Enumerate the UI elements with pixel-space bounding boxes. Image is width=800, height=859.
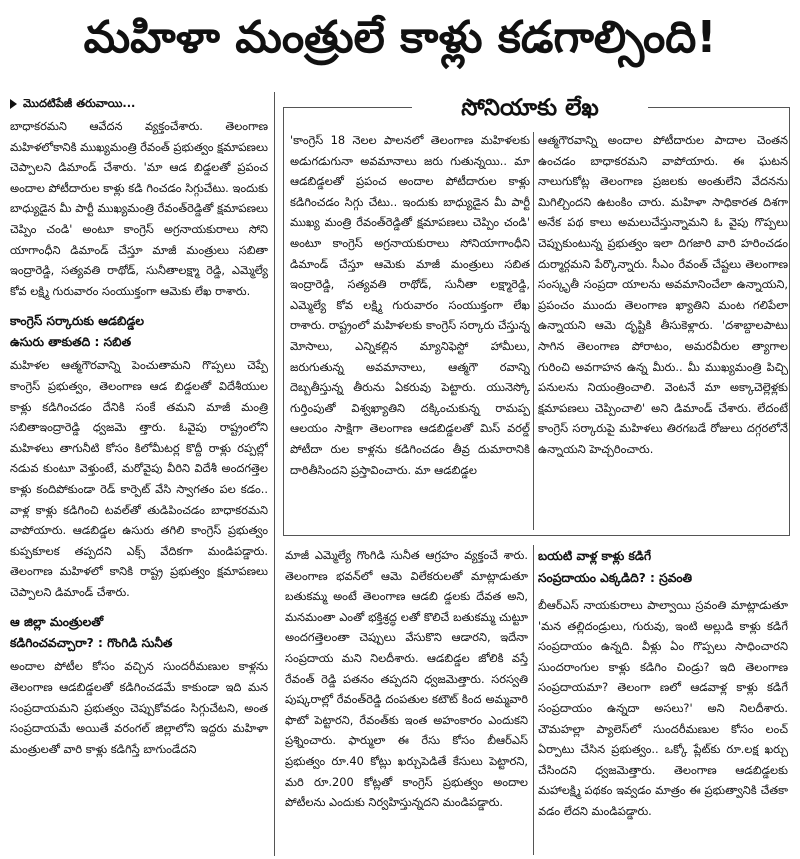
inner-column-divider [533,132,534,530]
continuation-text: మొదటిపేజీ తరువాయి... [23,96,136,110]
subheading-sunitha [10,612,268,654]
box-right-border [789,107,790,535]
subheading-sravanthi [538,545,788,589]
paragraph: మాజీ ఎమ్మెల్యే గొంగిడి సునీత ఆగ్రహం వ్యక్తంచే శారు. తెలంగాణ భవన్‌లో ఆమె విలేకరులతో మాట్లాడుతూ బతుకమ్మ అంటే తెలంగాణ ఆడబి డ్డలకు దేవత అని, మనమంతా ఎంతో భక్తిశ్రద్ధ లతో కొలిచే బతుకమ్మ చుట్టూ అందగత్తెలంతా చెప్పులు వేసుకొని ఆడారని, ఇదేనా సంప్రదాయ మని నిలదీశారు. ఆడబిడ్డల జోలికి వస్తే రేవంత్ రెడ్డి పతనం తప్పదని ధ్వజమెత్తారు. సరస్వతి పుష్కరాల్లో రేవంత్‌రెడ్డి దంపతుల కటౌట్ కింద అమ్మవారి ఫొటో పెట్టారని, రేవంత్‌కు ఇంత అహంకారం ఎందుకని ప్రశ్నించారు. ఫార్ములా ఈ రేసు కోసం బీఆర్ఎస్ ప్రభుత్వం రూ.40 కోట్లు ఖర్చుపెడితే కేసులు పెట్టారని, మరి రూ.200 కోట్లతో కాంగ్రెస్ ప్రభుత్వం అందాల పోటీలను ఎందుకు నిర్వహిస్తున్నదని మండిపడ్డారు. [285,548,528,810]
column-left [10,94,268,854]
column-right-lower [538,545,788,855]
paragraph: బీఆర్ఎస్ నాయకురాలు పాల్వాయి స్రవంతి మాట్లాడుతూ 'మన తల్లిదండ్రులు, గురువు, ఇంటి అల్లుడి కాళ్లు కడిగే సంప్రదాయం ఉన్నది. వీళ్లు ఏం గొప్పలు సాధించారని సుందరాంగుల కాళ్లు కడిగిం చిండ్రు? ఇది తెలంగాణ సంప్రదాయమా? తెలంగా ణలో ఆడవాళ్ల కాళ్లు కడిగే సంప్రదాయం ఉన్నదా అసలు?' అని నిలదీశారు. చౌమహల్లా ప్యాలెస్‌లో సుందరీమణుల కోసం లంచ్ ఏర్పాటు చేసిన ప్రభుత్వం.. ఒక్కో ప్లేట్‌కు రూ.లక్ష ఖర్చు చేసిందని ధ్వజమెత్తారు. తెలంగాణ ఆడబిడ్డలకు మహాలక్ష్మి పథకం ఇవ్వడం మాత్రం ఈ ప్రభుత్వానికి చేతకా వడం లేదని మండిపడ్డారు. [538,598,788,818]
paragraph: 'కాంగ్రెస్ 18 నెలల పాలనలో తెలంగాణ మహిళలకు అడుగడుగునా అవమానాలు జరు గుతున్నయి.. మా ఆడబిడ్డలతో ప్రపంచ అందాల పోటీదారుల కాళ్లు కడిగించడం సిగ్గు చేటు.. ఇందుకు బాధ్యుడైన మీ పార్టీ ముఖ్య మంత్రి రేవంత్‌రెడ్డితో క్షమాపణలు చెప్పిం చండి' అంటూ కాంగ్రెస్ అగ్రనాయకురాలు సోనియాగాంధీని డిమాండ్ చేస్తూ ఆమెకు మాజీ మంత్రులు సబిత ఇంద్రారెడ్డి, సత్యవతి రాథోడ్, సునీతా లక్ష్మారెడ్డి, ఎమ్మెల్యే కోవ లక్ష్మి గురువారం సంయుక్తంగా లేఖ రాశారు. రాష్ట్రంలో మహిళలకు కాంగ్రెస్ సర్కారు చేస్తున్న మోసాలు, ఎన్నికల్లిన మ్యానిఫెస్టో హామీలు, జరుగుతున్న అవమానాలు, ఆత్మగౌ రవాన్ని దెబ్బతీస్తున్న తీరును ఏకరువు పెట్టారు. యునెస్కో గుర్తింపుతో విశ్వఖ్యాతిని దక్కించుకున్న రామప్ప ఆలయం సాక్షిగా తెలంగాణ ఆడబిడ్డలతో మిస్ వరల్డ్ పోటీదా రుల కాళ్లను కడిగించడం తీవ్ర దుమారానికి దారితీసిందని ప్రస్తావించారు. మా ఆడబిడ్డల [290,133,530,477]
box-left-border [283,107,284,535]
paragraph: బాధాకరమని ఆవేదన వ్యక్తంచేశారు. తెలంగాణ మహిళలోకానికి ముఖ్యమంత్రి రేవంత్ ప్రభుత్వం క్షమాపణలు చెప్పాలని డిమాండ్ చేశారు. 'మా ఆడ బిడ్డలతో ప్రపంచ అందాల పోటీదారుల కాళ్లు కడి గించడం సిగ్గుచేటు. ఇందుకు బాధ్యుడైన మీ పార్టీ ముఖ్యమంత్రి రేవంత్‌రెడ్డితో క్షమాపణలు చెప్పిం చండి' అంటూ కాంగ్రెస్ అగ్రనాయకురాలు సోని యాగాంధీని డిమాండ్ చేస్తూ మాజీ మంత్రులు సబితా ఇంద్రారెడ్డి, సత్యవతి రాథోడ్, సునీతాలక్ష్మా రెడ్డి, ఎమ్మెల్యే కోవ లక్ష్మి గురువారం సంయుక్తంగా ఆమెకు లేఖ రాశారు. [10,119,268,298]
column-divider [274,92,275,856]
letter-title: సోనియాకు లేఖ [412,88,648,128]
arrow-icon [10,99,17,109]
paragraph: మహిళల ఆత్మగౌరవాన్ని పెంచుతామని గొప్పలు చెప్పే కాంగ్రెస్ ప్రభుత్వం, తెలంగాణ ఆడ బిడ్డలతో విదేశీయుల కాళ్లు కడిగించడం దేనికి సంకే తమని మాజీ మంత్రి సబితాఇంద్రారెడ్డి ధ్వజమె త్తారు. ఓవైపు రాష్ట్రంలోని మహిళలు తాగునీటి కోసం కిలోమీటర్ల కొద్దీ రాళ్లు రప్పల్లో నడువ కుంటూ వెళ్తుంటే, మరోవైపు వీరిని విదేశీ అందగత్తెల కాళ్లు కందిపోకుండా రెడ్ కార్పెట్ వేసి స్వాగతం పల కడం.. వాళ్ల కాళ్లు కడిగించి టవల్‌తో తుడిపించడం బాధాకరమని వాపోయారు. ఆడబిడ్డల ఉసురు తగిలి కాంగ్రెస్ ప్రభుత్వం కుప్పకూలక తప్పదని ఎక్స్ వేదికగా మండిపడ్డారు. తెలంగాణ మహిళలో కానికి రాష్ట్ర ప్రభుత్వం క్షమాపణలు చెప్పాలని డిమాండ్ చేశారు. [10,358,268,599]
box-top-border [647,107,790,108]
subheading-line: సంప్రదాయం ఎక్కడిది? : స్రవంతి [538,571,693,585]
subheading-line: కడిగించవచ్చారా? : గొంగిడి సునీత [10,636,173,651]
headline: మహిళా మంత్రులే కాళ్లు కడగాల్సింది! [83,12,717,63]
box-bottom-border [283,535,790,536]
subheading-line: బయటి వాళ్ల కాళ్లు కడిగే [538,549,652,563]
paragraph: అందాల పోటీల కోసం వచ్చిన సుందరీమణుల కాళ్లను తెలంగాణ ఆడబిడ్డలతో కడిగించడమే కాకుండా ఇది మన సంప్రదాయమని ప్రభుత్వం చెప్పుకోవడం సిగ్గుచేటని, అంత సంప్రదాయమే అయితే వరంగల్ జిల్లాలోని ఇద్దరు మహిళా మంత్రులతో వారి కాళ్లు కడిగిస్తే బాగుండేదని [10,659,268,756]
box-column-middle [290,130,530,530]
column-middle-lower [285,545,528,855]
subheading-line: ఆ జిల్లా మంత్రులతో [10,615,104,630]
subheading-sabitha [10,311,268,353]
subheading-line: ఉసురు తాకుతది : సబిత [10,335,132,350]
column-divider [533,545,534,855]
box-column-right [538,130,788,525]
paragraph: ఆత్మగౌరవాన్ని అందాల పోటీదారుల పాదాల చెంతన ఉంచడం బాధాకరమని వాపోయారు. ఈ ఘటన నాలుగుకోట్ల తెలంగాణ ప్రజలకు అంతులేని వేదనను మిగిల్చిందని ఉటంకిం చారు. మహిళా సాధికారత దిశగా అనేక పథ కాలు అమలుచేస్తున్నామని ఓ వైపు గొప్పలు చెప్పుకుంటున్న ప్రభుత్వం ఇలా దిగజారి వారి హరించడం దుర్మార్గమని పేర్కొన్నారు. సీఎం రేవంత్ చేష్టలు తెలంగాణ సంస్కృతీ సంప్రదా యాలను అవమానించేలా ఉన్నాయని, ప్రపంచం ముందు తెలంగాణ ఖ్యాతిని మంట గలిపేలా ఉన్నాయని ఆమె దృష్టికి తీసుకెళ్లారు. 'దశాబ్దాలపాటు సాగిన తెలంగాణ పోరాటం, అమరవీరుల త్యాగాల గురించి అవగాహన ఉన్న మీరు.. మీ ముఖ్యమంత్రి పిచ్చి పనులను నియంత్రించాలి. వెంటనే మా అక్కాచెల్లెళ్లకు క్షమాపణలు చెప్పించాలి' అని డిమాండ్ చేశారు. లేదంటే కాంగ్రెస్ సర్కారుపై మహిళలు తిరగబడే రోజులు దగ్గరలోనే ఉన్నాయని హెచ్చరించారు. [538,133,788,456]
subheading-line: కాంగ్రెస్ సర్కారుకు ఆడబిడ్డల [10,314,145,329]
continuation-label [10,94,268,112]
box-top-border [283,107,413,108]
